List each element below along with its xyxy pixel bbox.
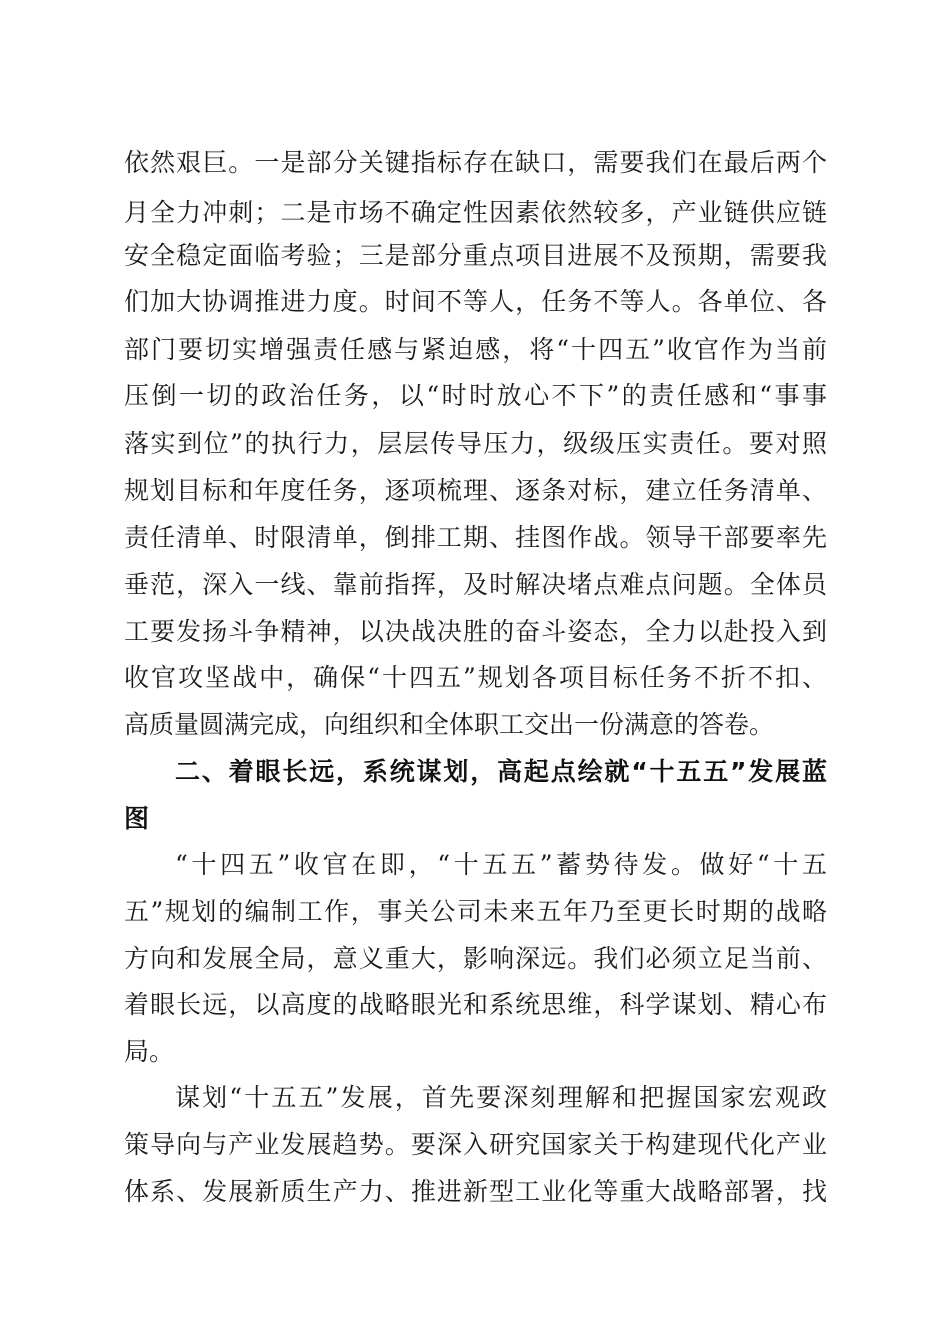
paragraph-3-line-3 <box>0 1172 950 1212</box>
text-line: 压倒一切的政治任务，以“时时放心不下”的责任感和“事事 <box>124 381 827 410</box>
paragraph-1-line-10 <box>0 565 950 605</box>
text-line: 体系、发展新质生产力、推进新型工业化等重大战略部署，找 <box>124 1177 827 1206</box>
text-line: 收官攻坚战中，确保“十四五”规划各项目标任务不折不扣、 <box>124 663 827 692</box>
text-line: “十四五”收官在即，“十五五”蓄势待发。做好“十五 <box>175 850 827 879</box>
section-heading-line-2 <box>0 799 950 839</box>
text-line: 工要发扬斗争精神，以决战决胜的奋斗姿态，全力以赴投入到 <box>124 617 827 646</box>
section-heading-line-1 <box>0 752 950 792</box>
text-line: 谋划“十五五”发展，首先要深刻理解和把握国家宏观政 <box>175 1083 827 1112</box>
text-line: 局。 <box>124 1037 175 1066</box>
paragraph-1-line-6 <box>0 376 950 416</box>
paragraph-3-line-2 <box>0 1125 950 1165</box>
text-line: 规划目标和年度任务，逐项梳理、逐条对标，建立任务清单、 <box>124 476 827 505</box>
paragraph-1-line-13 <box>0 705 950 745</box>
paragraph-1-line-7 <box>0 424 950 464</box>
text-line: 安全稳定面临考验；三是部分重点项目进展不及预期，需要我 <box>124 241 827 270</box>
paragraph-2-line-2 <box>0 892 950 932</box>
paragraph-3-line-1 <box>0 1078 950 1118</box>
text-line: 高质量圆满完成，向组织和全体职工交出一份满意的答卷。 <box>124 710 775 739</box>
section-heading: 二、着眼长远，系统谋划，高起点绘就“十五五”发展蓝 <box>175 757 827 786</box>
paragraph-1-line-2 <box>0 193 950 233</box>
text-line: 们加大协调推进力度。时间不等人，任务不等人。各单位、各 <box>124 287 827 316</box>
paragraph-2-line-3 <box>0 939 950 979</box>
text-line: 垂范，深入一线、靠前指挥，及时解决堵点难点问题。全体员 <box>124 570 827 599</box>
text-line: 五”规划的编制工作，事关公司未来五年乃至更长时期的战略 <box>124 897 827 926</box>
section-heading-continuation: 图 <box>124 804 150 833</box>
text-line: 策导向与产业发展趋势。要深入研究国家关于构建现代化产业 <box>124 1130 827 1159</box>
paragraph-2-line-4 <box>0 985 950 1025</box>
paragraph-1-line-11 <box>0 612 950 652</box>
paragraph-1-line-1 <box>0 143 950 183</box>
paragraph-1-line-4 <box>0 282 950 322</box>
paragraph-1-line-8 <box>0 471 950 511</box>
text-line: 依然艰巨。一是部分关键指标存在缺口，需要我们在最后两个 <box>124 148 827 177</box>
paragraph-1-line-5 <box>0 330 950 370</box>
text-line: 着眼长远，以高度的战略眼光和系统思维，科学谋划、精心布 <box>124 990 827 1019</box>
paragraph-1-line-3 <box>0 236 950 276</box>
text-line: 落实到位”的执行力，层层传导压力，级级压实责任。要对照 <box>124 429 827 458</box>
paragraph-2-line-5 <box>0 1032 950 1072</box>
text-line: 月全力冲刺；二是市场不确定性因素依然较多，产业链供应链 <box>124 198 827 227</box>
text-line: 责任清单、时限清单，倒排工期、挂图作战。领导干部要率先 <box>124 523 827 552</box>
text-line: 方向和发展全局，意义重大，影响深远。我们必须立足当前、 <box>124 944 827 973</box>
text-line: 部门要切实增强责任感与紧迫感，将“十四五”收官作为当前 <box>124 335 827 364</box>
paragraph-1-line-9 <box>0 518 950 558</box>
paragraph-1-line-12 <box>0 658 950 698</box>
paragraph-2-line-1 <box>0 845 950 885</box>
